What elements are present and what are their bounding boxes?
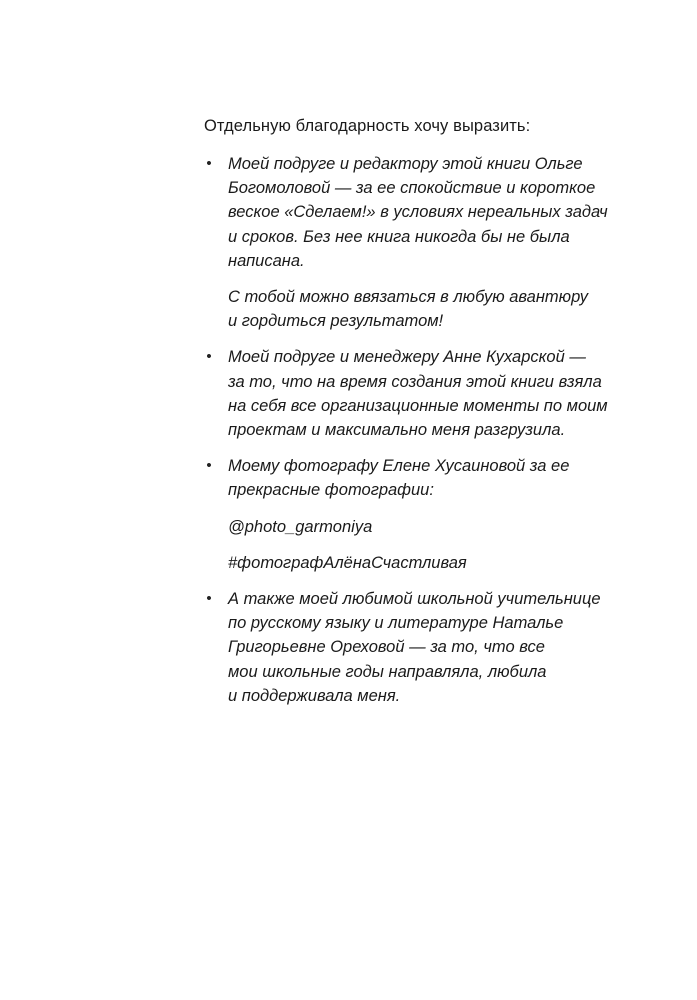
text-line: проектам и максимально меня разгрузила.: [228, 421, 566, 440]
bullet-icon: •: [206, 590, 212, 608]
text-line: и сроков. Без нее книга никогда бы не была: [228, 227, 570, 246]
text-line: по русскому языку и литературе Наталье: [228, 614, 564, 633]
bullet-icon: •: [206, 457, 212, 475]
item-paragraph: [228, 345, 624, 442]
acknowledgements-page: [204, 114, 624, 720]
text-line: С тобой можно ввязаться в любую авантюру: [228, 288, 588, 307]
hashtag: [228, 551, 624, 575]
text-line: на себя все организационные моменты по моим: [228, 396, 608, 415]
item-paragraph: [228, 152, 624, 273]
text-line: Моей подруге и менеджеру Анне Кухарской —: [228, 348, 586, 367]
text-line: Григорьевне Ореховой — за то, что все: [228, 638, 545, 657]
text-line: веское «Сделаем!» в условиях нереальных задач: [228, 203, 608, 222]
text-line: @photo_garmoniya: [228, 517, 373, 536]
text-line: #фотографАлёнаСчастливая: [228, 553, 467, 572]
text-line: Моей подруге и редактору этой книги Ольге: [228, 155, 583, 173]
text-line: А также моей любимой школьной учительнице: [228, 590, 601, 609]
text-line: и гордиться результатом!: [228, 312, 444, 331]
item-paragraph: [228, 285, 624, 333]
text-line: прекрасные фотографии:: [228, 481, 434, 500]
instagram-handle: [228, 515, 624, 539]
section-heading: Отдельную благодарность хочу выразить:: [204, 117, 531, 135]
text-line: и поддерживала меня.: [228, 686, 401, 705]
list-item-natalya: [204, 587, 624, 708]
list-item-anna: [204, 345, 624, 442]
text-line: Богомоловой — за ее спокойствие и короткое: [228, 179, 596, 198]
text-line: написана.: [228, 251, 305, 270]
text-line: мои школьные годы направляла, любила: [228, 662, 547, 681]
text-line: Моему фотографу Елене Хусаиновой за ее: [228, 457, 570, 476]
list-item-elena: [204, 454, 624, 575]
text-line: за то, что на время создания этой книги взяла: [228, 372, 602, 391]
list-item-olga: [204, 152, 624, 333]
item-paragraph: [228, 454, 624, 502]
bullet-icon: •: [206, 155, 212, 172]
bullet-icon: •: [206, 348, 212, 366]
item-paragraph: [228, 587, 624, 708]
